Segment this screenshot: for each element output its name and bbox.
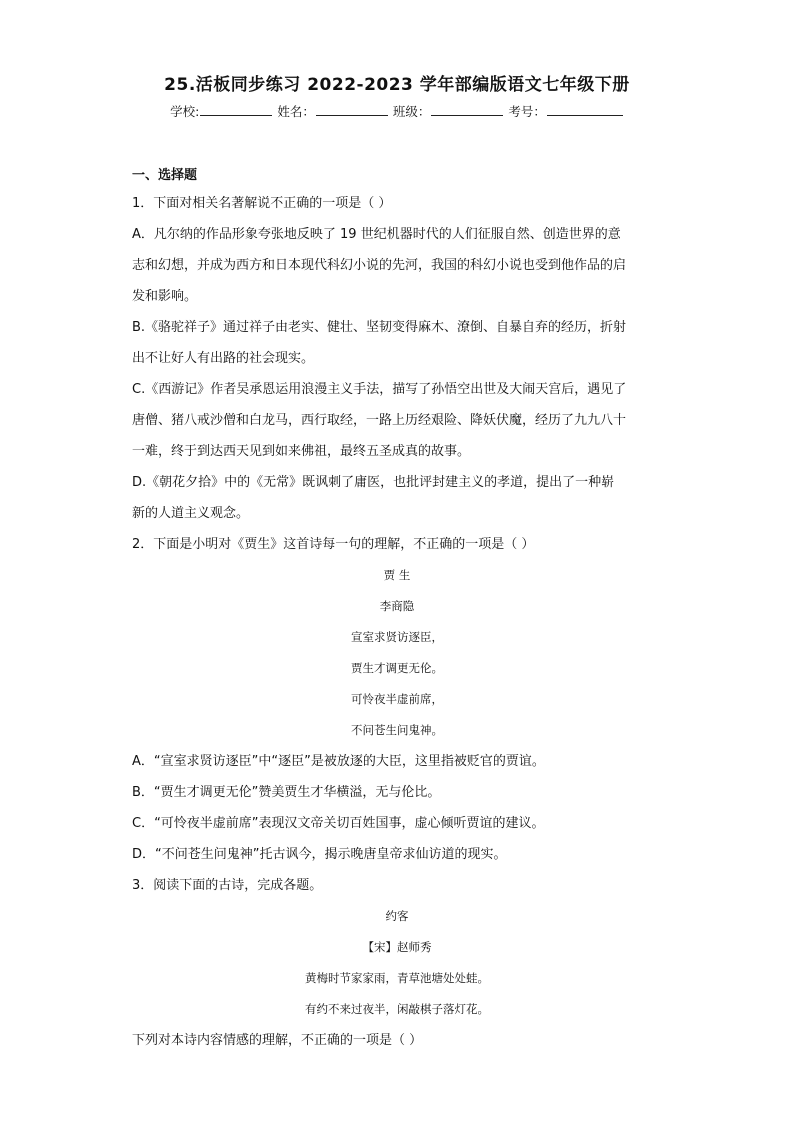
q2-option-b: B．“贾生才调更无伦”赞美贾生才华横溢，无与伦比。	[132, 785, 441, 800]
class-blank[interactable]	[431, 102, 503, 116]
q2-option-c: C．“可怜夜半虚前席”表现汉文帝关切百姓国事，虚心倾听贾谊的建议。	[132, 816, 545, 831]
q3-poem-line: 有约不来过夜半，闲敲棋子落灯花。	[305, 1002, 489, 1016]
q3-poem-author: 【宋】赵师秀	[362, 940, 432, 954]
q2-stem: 2．下面是小明对《贾生》这首诗每一句的理解，不正确的一项是（ ）	[132, 537, 535, 552]
name-label: 姓名：	[277, 104, 315, 119]
student-info-row	[0, 102, 794, 120]
q1-stem: 1．下面对相关名著解说不正确的一项是（ ）	[132, 196, 392, 211]
q2-poem-line: 不问苍生问鬼神。	[351, 723, 443, 737]
exam-number-label: 考号：	[508, 104, 546, 119]
q1-option-a-line: A．凡尔纳的作品形象夸张地反映了 19 世纪机器时代的人们征服自然、创造世界的意	[132, 227, 621, 242]
q1-option-c-line: 一难，终于到达西天见到如来佛祖，最终五圣成真的故事。	[132, 444, 471, 459]
q1-option-d-line: D.《朝花夕拾》中的《无常》既讽刺了庸医，也批评封建主义的孝道，提出了一种崭	[132, 475, 615, 490]
school-blank[interactable]	[200, 102, 272, 116]
q1-option-c-line: 唐僧、猪八戒沙僧和白龙马，西行取经，一路上历经艰险、降妖伏魔，经历了九九八十	[132, 413, 627, 428]
exam-number-blank[interactable]	[547, 102, 623, 116]
school-label: 学校:	[170, 104, 200, 119]
q1-option-d-line: 新的人道主义观念。	[132, 506, 250, 521]
q1-option-b-line: 出不让好人有出路的社会现实。	[132, 351, 315, 366]
q1-option-c-line: C.《西游记》作者吴承恩运用浪漫主义手法，描写了孙悟空出世及大闹天宫后，遇见了	[132, 382, 627, 397]
q2-option-a: A．“宣室求贤访逐臣”中“逐臣”是被放逐的大臣，这里指被贬官的贾谊。	[132, 754, 545, 769]
section-heading: 一、选择题	[132, 168, 198, 183]
q2-poem-author: 李商隐	[379, 599, 415, 613]
page-title: 25.活板同步练习 2022-2023 学年部编版语文七年级下册	[164, 75, 630, 95]
q2-poem-line: 宣室求贤访逐臣，	[351, 630, 443, 644]
q1-option-a-line: 发和影响。	[132, 289, 198, 304]
q3-sub-stem: 下列对本诗内容情感的理解，不正确的一项是（ ）	[132, 1033, 423, 1048]
q3-poem-title: 约客	[385, 909, 409, 923]
q2-poem-line: 贾生才调更无伦。	[351, 661, 443, 675]
q1-option-a-line: 志和幻想，并成为西方和日本现代科幻小说的先河，我国的科幻小说也受到他作品的启	[132, 258, 627, 273]
question-content	[132, 164, 662, 1056]
q2-option-d: D．“不问苍生问鬼神”托古讽今，揭示晚唐皇帝求仙访道的现实。	[132, 847, 507, 862]
q1-option-b-line: B.《骆驼祥子》通过祥子由老实、健壮、坚韧变得麻木、潦倒、自暴自弃的经历，折射	[132, 320, 627, 335]
q2-poem-title: 贾 生	[383, 568, 411, 582]
class-label: 班级：	[392, 104, 431, 119]
name-blank[interactable]	[316, 102, 388, 116]
q3-stem: 3．阅读下面的古诗，完成各题。	[132, 878, 323, 893]
q3-poem-line: 黄梅时节家家雨，青草池塘处处蛙。	[305, 971, 489, 985]
q2-poem-line: 可怜夜半虚前席，	[351, 692, 443, 706]
